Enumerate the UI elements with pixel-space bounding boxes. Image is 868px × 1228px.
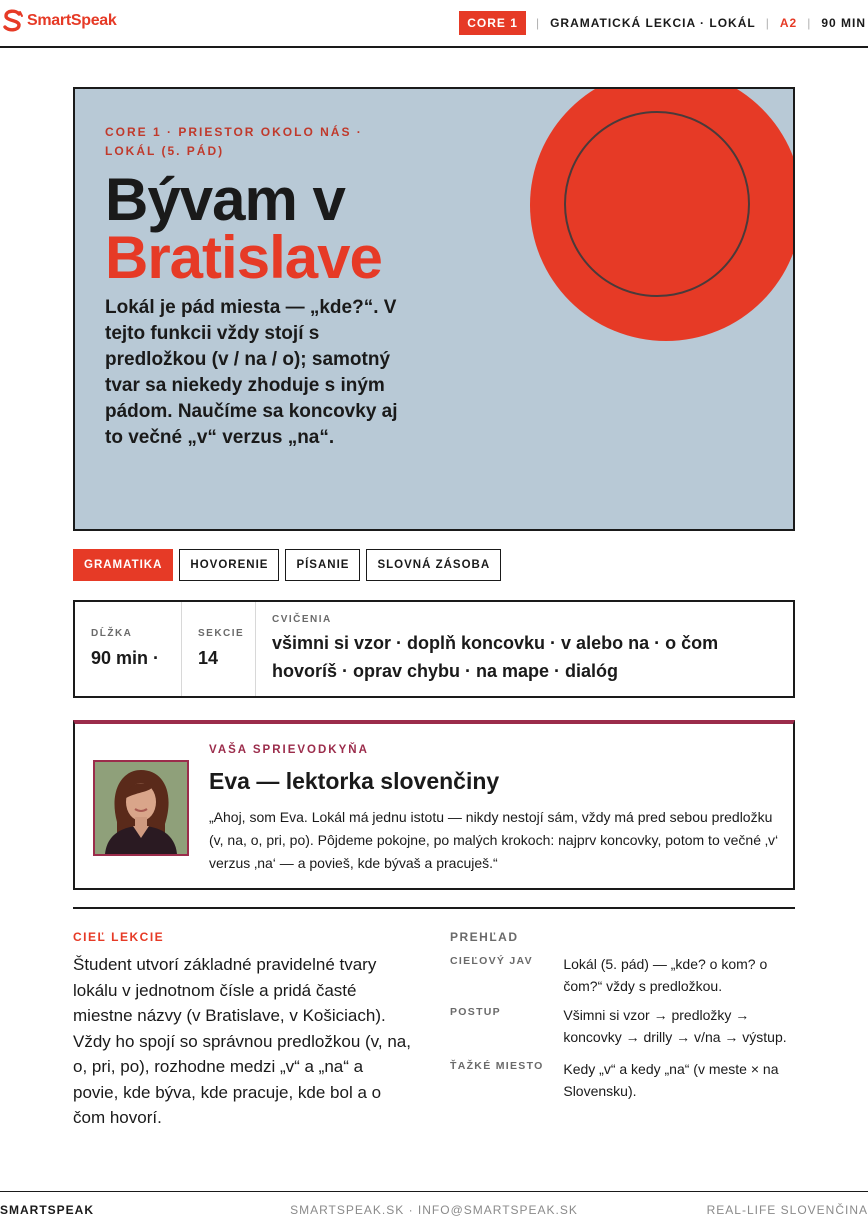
stat-duration [75, 602, 182, 696]
page-footer [0, 1191, 868, 1228]
stat-exercises [256, 602, 793, 696]
stat-sections [182, 602, 256, 696]
lesson-type: GRAMATICKÁ LEKCIA · LOKÁL [550, 16, 756, 30]
stat-label: SEKCIE [198, 628, 245, 639]
footer-tagline: REAL-LIFE SLOVENČINA [706, 1203, 868, 1217]
stat-label: CVIČENIA [272, 614, 332, 625]
title-line-1: Bývam v [105, 166, 345, 233]
avatar [93, 760, 189, 856]
overview-value: Všimni si vzor → predložky → koncovky → drilly → v/na → výstup. [563, 1007, 787, 1045]
tab-gramatika[interactable]: GRAMATIKA [73, 549, 173, 581]
section-divider [73, 907, 795, 909]
lesson-meta [459, 11, 866, 35]
stat-label: DĹŽKA [91, 628, 133, 639]
overview-row-procedure [450, 1004, 795, 1048]
decorative-ring [564, 111, 750, 297]
stat-value: 14 [198, 648, 219, 668]
page-title [105, 166, 382, 291]
overview-key: POSTUP [450, 1006, 501, 1018]
tab-slovna-zasoba[interactable]: SLOVNÁ ZÁSOBA [366, 549, 501, 581]
portrait-icon [95, 762, 187, 854]
overview-value: Kedy „v“ a kedy „na“ (v meste × na Slovensku). [563, 1061, 779, 1099]
brand-logo[interactable] [2, 9, 117, 33]
overview-label: PREHĽAD [450, 930, 519, 944]
goal-label: CIEĽ LEKCIE [73, 930, 165, 944]
hero-kicker: CORE 1 · PRIESTOR OKOLO NÁS · LOKÁL (5. PÁD) [105, 125, 363, 158]
overview-row-difficulty [450, 1058, 795, 1102]
smartspeak-logo-icon [2, 9, 24, 33]
stat-value: 90 min · [91, 648, 160, 668]
guide-kicker: VAŠA SPRIEVODKYŇA [209, 744, 369, 756]
hero-lead: Lokál je pád miesta — „kde?“. V tejto funkcii vždy stojí s predložkou (v / na / o); samotný tvar sa niekedy zhoduje s iným pádom. Naučíme sa koncovky aj to večné „v“ verzus „na“. [105, 297, 398, 448]
goal-text: Študent utvorí základné pravidelné tvary lokálu v jednotnom čísle a pridá časté miestne názvy (v Bratislave, v Košiciach). Vždy ho spojí so správnou predložkou (v, na, o, pri, po), rozhodne medzi „v“ a „na“ a povie, kde býva, kde pracuje, kde bol a o čom hovorí. [73, 955, 411, 1127]
guide-quote: „Ahoj, som Eva. Lokál má jednu istotu — nikdy nestojí sám, vždy má pred sebou predložku (v, na, o, pri, po). Pôjdeme pokojne, po malých krokoch: najprv koncovky, potom to večné ‚v‘ verzus ‚na‘ — a povieš, kde bývaš a pracuješ.“ [209, 809, 779, 871]
meta-separator: | [765, 16, 770, 30]
stat-value: všimni si vzor · doplň koncovku · v alebo na · o čom hovoríš · oprav chybu · na mape · dialóg [272, 633, 719, 681]
lesson-stats [73, 600, 795, 698]
core-badge: CORE 1 [459, 11, 526, 35]
tab-hovorenie[interactable]: HOVORENIE [179, 549, 279, 581]
meta-separator: | [535, 16, 541, 30]
top-header [0, 0, 868, 48]
tab-pisanie[interactable]: PÍSANIE [285, 549, 360, 581]
title-line-2: Bratislave [105, 224, 382, 291]
skill-tabs [73, 549, 501, 581]
lesson-duration: 90 MIN [821, 16, 866, 30]
overview-key: ŤAŽKÉ MIESTO [450, 1060, 544, 1072]
footer-brand: SMARTSPEAK [0, 1203, 95, 1217]
footer-contact[interactable]: SMARTSPEAK.SK · INFO@SMARTSPEAK.SK [290, 1203, 578, 1217]
hero-panel [73, 87, 795, 531]
overview-key: CIEĽOVÝ JAV [450, 955, 533, 967]
guide-name: Eva — lektorka slovenčiny [209, 768, 500, 794]
overview-row-target [450, 953, 795, 997]
overview-value: Lokál (5. pád) — „kde? o kom? o čom?“ vždy s predložkou. [563, 956, 768, 994]
level-badge: A2 [779, 16, 798, 30]
brand-name: SmartSpeak [27, 12, 117, 29]
meta-separator: | [807, 16, 812, 30]
guide-card [73, 720, 795, 890]
